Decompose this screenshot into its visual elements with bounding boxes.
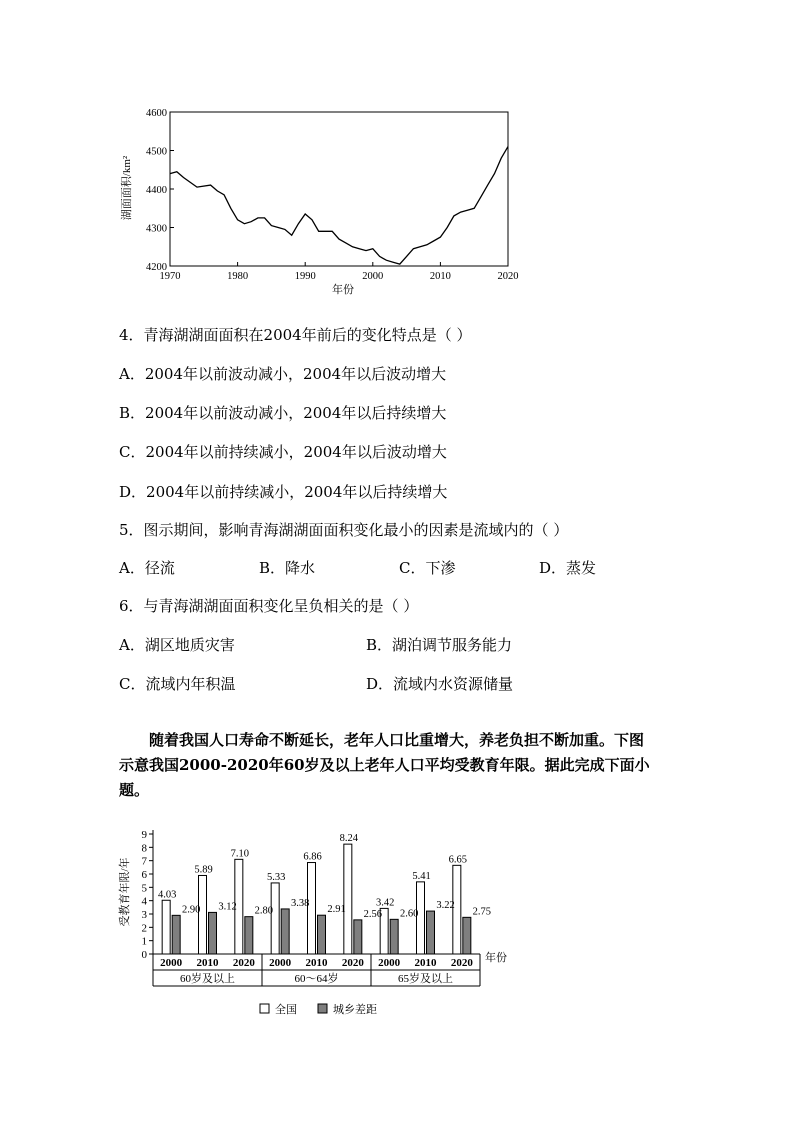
question-6-option-c[interactable]: C．流域内年积温 bbox=[119, 675, 236, 693]
bar-gap bbox=[354, 920, 362, 954]
group-label: 60～64岁 bbox=[294, 973, 339, 985]
bar-gap bbox=[172, 915, 180, 954]
question-6-stem: 6．与青海湖湖面面积变化呈负相关的是（ ） bbox=[119, 597, 419, 615]
bar-chart-x-axis-label: 年份 bbox=[485, 952, 507, 964]
y-tick-label: 0 bbox=[141, 949, 147, 961]
value-label-national: 6.65 bbox=[448, 854, 468, 866]
line-chart-y-axis-label: 湖面面积/km² bbox=[121, 155, 133, 221]
value-label-gap: 3.38 bbox=[290, 897, 310, 909]
x-category-label: 2020 bbox=[450, 957, 473, 969]
passage-line-2: 示意我国2000-2020年60岁及以上老年人口平均受教育年限。据此完成下面小 bbox=[119, 756, 650, 774]
value-label-national: 7.10 bbox=[230, 848, 250, 860]
x-category-label: 2000 bbox=[160, 957, 183, 969]
lake-area-line-chart bbox=[118, 100, 528, 305]
y-tick-label: 4 bbox=[141, 895, 147, 908]
line-chart-axes bbox=[170, 112, 508, 266]
y-tick-label: 4500 bbox=[146, 146, 167, 158]
line-chart-ticks bbox=[146, 108, 519, 282]
value-label-gap: 3.12 bbox=[218, 901, 237, 913]
y-tick-label: 7 bbox=[141, 855, 147, 868]
question-4-option-a[interactable]: A．2004年以前波动减小，2004年以后波动增大 bbox=[119, 365, 447, 383]
x-tick-label: 1970 bbox=[159, 271, 181, 282]
value-label-gap: 2.80 bbox=[254, 905, 274, 917]
bar-gap bbox=[390, 919, 398, 954]
bar-chart-y-axis-label: 受教育年限/年 bbox=[119, 857, 131, 927]
y-tick-label: 4300 bbox=[146, 223, 167, 235]
question-4-option-c[interactable]: C．2004年以前持续减小，2004年以后波动增大 bbox=[119, 443, 447, 461]
y-tick-label: 4600 bbox=[146, 108, 167, 119]
x-tick-label: 2010 bbox=[429, 271, 451, 282]
passage-line-3: 题。 bbox=[119, 781, 150, 799]
bar-national bbox=[271, 883, 279, 954]
value-label-gap: 2.56 bbox=[363, 908, 383, 920]
value-label-national: 3.42 bbox=[375, 897, 395, 909]
group-label: 65岁及以上 bbox=[398, 973, 453, 985]
value-label-gap: 2.91 bbox=[327, 904, 346, 916]
legend-label-national: 全国 bbox=[275, 1004, 297, 1016]
x-category-label: 2020 bbox=[232, 957, 255, 969]
x-category-label: 2010 bbox=[414, 957, 437, 969]
question-5-option-b[interactable]: B．降水 bbox=[259, 559, 316, 577]
value-label-gap: 2.90 bbox=[181, 904, 201, 916]
value-label-gap: 3.22 bbox=[436, 900, 455, 912]
x-category-label: 2010 bbox=[305, 957, 328, 969]
bar-national bbox=[162, 900, 170, 954]
y-tick-label: 4200 bbox=[146, 262, 167, 273]
question-6-option-a[interactable]: A．湖区地质灾害 bbox=[119, 636, 235, 654]
bar-gap bbox=[245, 917, 253, 954]
y-tick-label: 5 bbox=[141, 882, 147, 895]
question-6-option-b[interactable]: B．湖泊调节服务能力 bbox=[366, 636, 513, 654]
x-tick-label: 1980 bbox=[227, 271, 249, 282]
question-4-option-d[interactable]: D．2004年以前持续减小，2004年以后持续增大 bbox=[119, 483, 448, 501]
bar-chart-legend bbox=[260, 1002, 377, 1016]
passage-line-1: 随着我国人口寿命不断延长，老年人口比重增大，养老负担不断加重。下图 bbox=[149, 731, 645, 749]
x-category-label: 2020 bbox=[341, 957, 364, 969]
y-tick-label: 9 bbox=[141, 829, 147, 841]
bar-gap bbox=[318, 915, 326, 954]
x-category-label: 2000 bbox=[378, 957, 401, 969]
question-5-option-d[interactable]: D．蒸发 bbox=[539, 559, 597, 577]
line-chart-x-axis-label: 年份 bbox=[332, 284, 354, 296]
x-tick-label: 2000 bbox=[362, 271, 384, 282]
y-tick-label: 3 bbox=[141, 909, 147, 921]
value-label-gap: 2.60 bbox=[399, 908, 419, 920]
bar-gap bbox=[209, 912, 217, 954]
question-6-option-d[interactable]: D．流域内水资源储量 bbox=[366, 675, 514, 693]
question-5-stem: 5．图示期间，影响青海湖湖面面积变化最小的因素是流域内的（ ） bbox=[119, 521, 569, 539]
legend-swatch-national bbox=[260, 1004, 269, 1013]
x-category-label: 2010 bbox=[196, 957, 219, 969]
bar-gap bbox=[463, 917, 471, 954]
y-tick-label: 8 bbox=[141, 842, 147, 855]
legend-swatch-gap bbox=[318, 1004, 327, 1013]
y-tick-label: 2 bbox=[141, 922, 147, 935]
question-5-option-c[interactable]: C．下渗 bbox=[399, 559, 456, 577]
x-category-label: 2000 bbox=[269, 957, 292, 969]
group-label: 60岁及以上 bbox=[180, 973, 235, 985]
education-years-bar-chart bbox=[110, 822, 530, 1022]
question-5-option-a[interactable]: A．径流 bbox=[119, 559, 175, 577]
value-label-national: 4.03 bbox=[157, 889, 177, 901]
lake-area-series-line bbox=[170, 147, 508, 265]
value-label-national: 5.41 bbox=[412, 870, 431, 882]
y-tick-label: 6 bbox=[141, 869, 147, 881]
value-label-national: 8.24 bbox=[339, 833, 359, 845]
question-4-option-b[interactable]: B．2004年以前波动减小，2004年以后持续增大 bbox=[119, 404, 447, 422]
bar-national bbox=[344, 844, 352, 954]
value-label-national: 5.33 bbox=[266, 871, 286, 883]
line-chart-frame bbox=[170, 112, 508, 266]
bar-chart-value-labels bbox=[158, 833, 491, 920]
bar-gap bbox=[281, 909, 289, 954]
bar-gap bbox=[427, 911, 435, 954]
passage bbox=[119, 728, 679, 803]
legend-label-gap: 城乡差距 bbox=[333, 1004, 377, 1016]
value-label-gap: 2.75 bbox=[472, 906, 492, 918]
value-label-national: 5.89 bbox=[194, 864, 213, 876]
x-tick-label: 1990 bbox=[294, 271, 316, 282]
value-label-national: 6.86 bbox=[303, 851, 322, 863]
x-tick-label: 2020 bbox=[497, 271, 519, 282]
y-tick-label: 1 bbox=[141, 935, 147, 948]
question-4-stem: 4．青海湖湖面面积在2004年前后的变化特点是（ ） bbox=[119, 326, 472, 344]
y-tick-label: 4400 bbox=[146, 185, 167, 196]
